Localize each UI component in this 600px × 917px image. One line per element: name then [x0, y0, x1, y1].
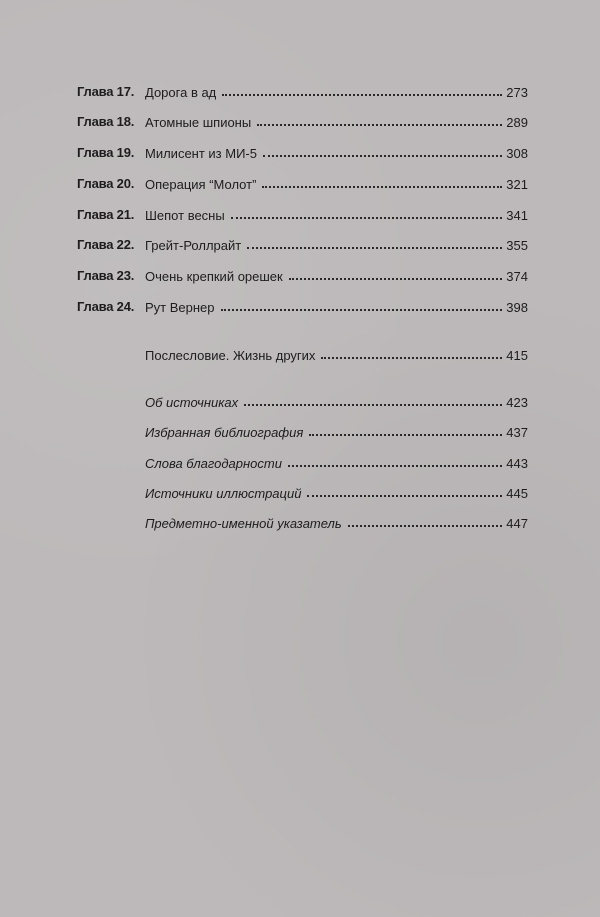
dot-leader — [222, 80, 502, 96]
chapter-number: Глава 22. — [77, 237, 135, 252]
page-number: 341 — [506, 208, 528, 223]
dot-leader — [348, 511, 503, 527]
page-number: 398 — [506, 300, 528, 315]
dot-leader — [289, 264, 503, 280]
chapter-title: Атомные шпионы — [145, 115, 252, 130]
chapter-number: Глава 20. — [77, 176, 135, 191]
toc-row-chapter-19 — [0, 142, 600, 164]
chapter-number: Глава 24. — [77, 299, 135, 314]
appendix-title: Предметно-именной указатель — [145, 516, 342, 531]
chapter-entry — [145, 111, 528, 133]
chapter-entry — [145, 173, 528, 195]
page-number: 443 — [506, 456, 528, 471]
page-number: 289 — [506, 115, 528, 130]
chapter-title: Дорога в ад — [145, 85, 217, 100]
toc-row-acknowledgements — [0, 452, 600, 474]
chapter-number: Глава 21. — [77, 207, 135, 222]
toc-row-chapter-22 — [0, 234, 600, 256]
chapter-title: Грейт-Роллрайт — [145, 238, 242, 253]
dot-leader — [262, 172, 502, 188]
chapter-title: Операция “Молот” — [145, 177, 257, 192]
page-number: 447 — [506, 516, 528, 531]
chapter-number: Глава 17. — [77, 84, 135, 99]
appendix-title: Источники иллюстраций — [145, 486, 302, 501]
toc-row-chapter-23 — [0, 265, 600, 287]
chapter-entry — [145, 204, 528, 226]
chapter-entry — [145, 142, 528, 164]
toc-row-chapter-21 — [0, 204, 600, 226]
dot-leader — [247, 233, 502, 249]
page-number: 437 — [506, 425, 528, 440]
toc-row-sources — [0, 391, 600, 413]
toc-row-chapter-18 — [0, 111, 600, 133]
chapter-entry — [145, 234, 528, 256]
chapter-number: Глава 18. — [77, 114, 135, 129]
page-number: 355 — [506, 238, 528, 253]
toc-row-illustration-sources — [0, 482, 600, 504]
chapter-entry — [145, 296, 528, 318]
page-number: 374 — [506, 269, 528, 284]
chapter-title: Рут Вернер — [145, 300, 215, 315]
page-number: 415 — [506, 348, 528, 363]
dot-leader — [321, 343, 502, 359]
afterword-entry — [145, 344, 528, 366]
chapter-title: Шепот весны — [145, 208, 225, 223]
appendix-entry — [145, 452, 528, 474]
toc-row-chapter-24 — [0, 296, 600, 318]
page-number: 273 — [506, 85, 528, 100]
appendix-title: Слова благодарности — [145, 456, 282, 471]
appendix-title: Об источниках — [145, 395, 239, 410]
chapter-title: Очень крепкий орешек — [145, 269, 283, 284]
dot-leader — [263, 141, 502, 157]
dot-leader — [221, 295, 503, 311]
dot-leader — [307, 481, 502, 497]
toc-row-index — [0, 512, 600, 534]
chapter-title: Милисент из МИ-5 — [145, 146, 257, 161]
appendix-entry — [145, 512, 528, 534]
toc-row-chapter-17 — [0, 81, 600, 103]
dot-leader — [257, 110, 502, 126]
appendix-title: Избранная библиография — [145, 425, 304, 440]
page-number: 445 — [506, 486, 528, 501]
dot-leader — [288, 451, 502, 467]
chapter-entry — [145, 81, 528, 103]
chapter-entry — [145, 265, 528, 287]
toc-row-afterword — [0, 344, 600, 366]
page-number: 423 — [506, 395, 528, 410]
dot-leader — [309, 420, 502, 436]
dot-leader — [231, 203, 503, 219]
chapter-number: Глава 23. — [77, 268, 135, 283]
page-number: 321 — [506, 177, 528, 192]
appendix-entry — [145, 482, 528, 504]
dot-leader — [244, 390, 502, 406]
page-number: 308 — [506, 146, 528, 161]
appendix-entry — [145, 421, 528, 443]
appendix-entry — [145, 391, 528, 413]
toc-row-chapter-20 — [0, 173, 600, 195]
chapter-number: Глава 19. — [77, 145, 135, 160]
afterword-title: Послесловие. Жизнь других — [145, 348, 316, 363]
toc-row-bibliography — [0, 421, 600, 443]
